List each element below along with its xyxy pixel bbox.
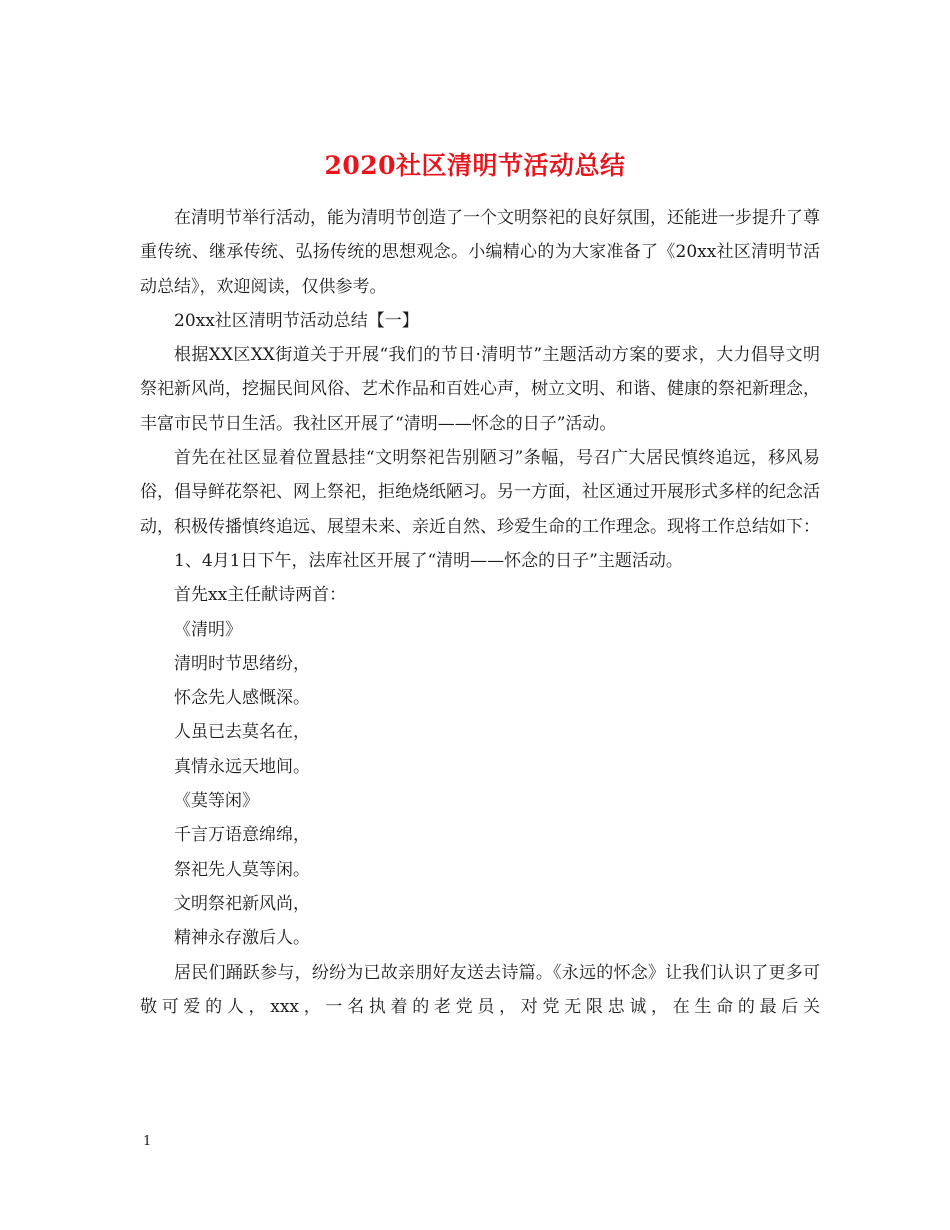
paragraph-poems-intro: 首先xx主任献诗两首：	[174, 585, 347, 606]
paragraph-residents: 居民们踊跃参与，纷纷为已故亲朋好友送去诗篇。《永远的怀念》让我们认识了更多可敬可爱的人，xxx，一名执着的老党员，对党无限忠诚，在生命的最后关	[140, 962, 820, 1017]
poem-title: 《莫等闲》	[174, 791, 259, 812]
document-title: 2020社区清明节活动总结	[324, 150, 626, 180]
paragraph-background: 根据XX区XX街道关于开展“我们的节日·清明节”主题活动方案的要求，大力倡导文明祭祀新风尚，挖掘民间风俗、艺术作品和百姓心声，树立文明、和谐、健康的祭祀新理念，丰富市民节日生活。我社区开展了“清明——怀念的日子”活动。	[140, 345, 820, 434]
poem-line: 祭祀先人莫等闲。	[174, 859, 310, 880]
poem-line: 千言万语意绵绵，	[174, 825, 310, 846]
poem-line: 怀念先人感慨深。	[174, 688, 310, 709]
poem-line: 文明祭祀新风尚，	[174, 893, 310, 914]
poem-line: 真情永远天地间。	[174, 756, 310, 777]
document-body	[140, 201, 820, 1024]
poem-line: 精神永存激后人。	[174, 928, 310, 949]
poem-line: 人虽已去莫名在，	[174, 722, 310, 743]
paragraph-item-1: 1、4月1日下午，法库社区开展了“清明——怀念的日子”主题活动。	[174, 550, 683, 571]
section-heading: 20xx社区清明节活动总结【一】	[174, 310, 419, 331]
paragraph-intro: 在清明节举行活动，能为清明节创造了一个文明祭祀的良好氛围，还能进一步提升了尊重传统、继承传统、弘扬传统的思想观念。小编精心的为大家准备了《20xx社区清明节活动总结》，欢迎阅读，仅供参考。	[140, 208, 820, 297]
poem-line: 清明时节思绪纷，	[174, 653, 310, 674]
poem-title: 《清明》	[174, 619, 242, 640]
paragraph-measures: 首先在社区显着位置悬挂“文明祭祀告别陋习”条幅，号召广大居民慎终追远，移风易俗，倡导鲜花祭祀、网上祭祀，拒绝烧纸陋习。另一方面，社区通过开展形式多样的纪念活动，积极传播慎终追远、展望未来、亲近自然、珍爱生命的工作理念。现将工作总结如下：	[140, 448, 820, 537]
page-number: 1	[143, 1134, 152, 1149]
